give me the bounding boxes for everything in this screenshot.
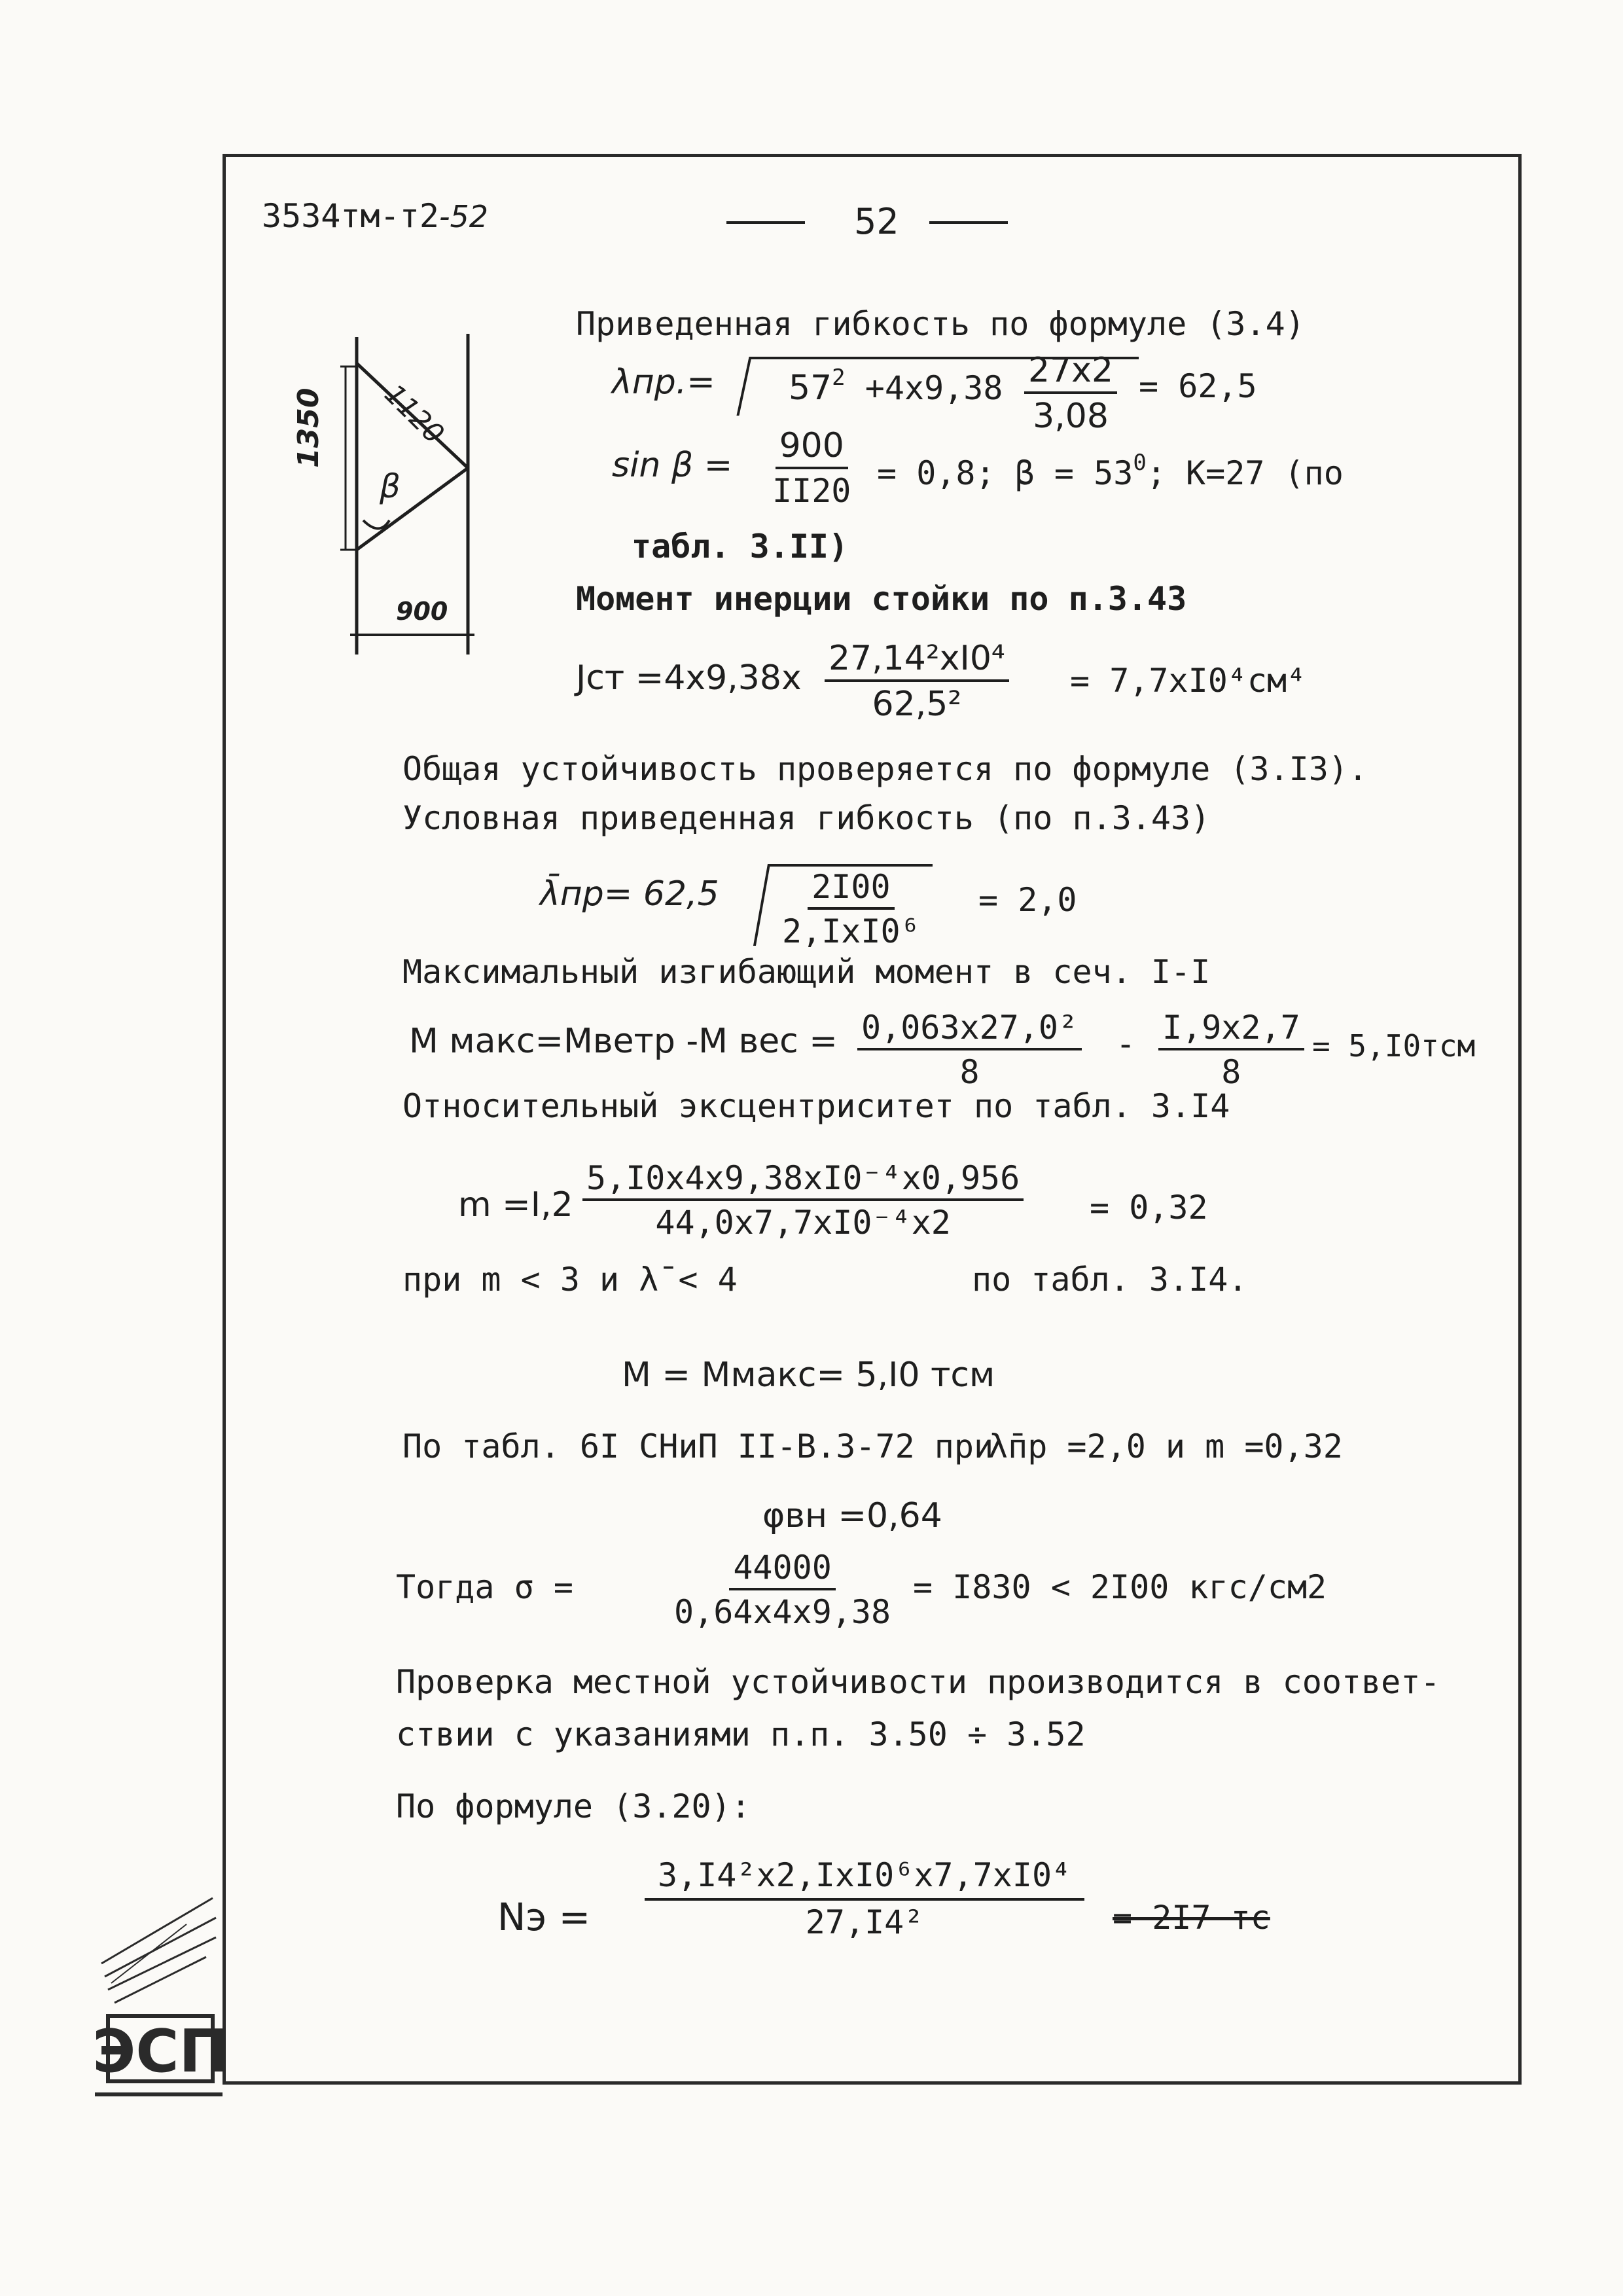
dim-width-label: 900	[396, 597, 448, 626]
minus-sign: -	[1116, 1025, 1136, 1063]
angle-label: β	[380, 467, 401, 505]
page-number: 52	[854, 201, 899, 242]
j-st-label: Jст =4x9,38x	[576, 658, 802, 698]
lambda-bar-result: = 2,0	[978, 881, 1077, 919]
m-wind-fraction: $\frac{\text{0,063x27,0²}}{8}$	[857, 1011, 1082, 1088]
lambda-bar-fraction: 2I00 2,IxI0⁶	[782, 868, 920, 950]
sqrt-bar-2	[769, 864, 933, 867]
m-weight-fraction: $\frac{I,9x2,7}{8}$	[1158, 1011, 1304, 1088]
sin-beta-result: = 0,8; $\beta = 53^0$; K=27 (по	[877, 450, 1344, 492]
text-line-7: Общая устойчивость проверяется по формуле (3.I3).	[402, 750, 1368, 788]
m-rel-result: = 0,32	[1090, 1189, 1208, 1227]
text-line-19: Проверка местной устойчивости производится в соответ-	[396, 1663, 1440, 1701]
lambda-pr-label: λпр.=	[612, 363, 715, 402]
text-line-14a: при m < 3 и λ̄ < 4	[402, 1261, 738, 1299]
n-e-result: = 2I7 тс	[1113, 1899, 1270, 1937]
lambda-pr-result: = 62,5	[1139, 367, 1257, 405]
text-line-20: ствии с указаниями п.п. 3.50 ÷ 3.52	[396, 1715, 1086, 1753]
n-e-fraction: 3,I4²x2,IxI0⁶x7,7xI0⁴ 27,I4²	[645, 1859, 1084, 1939]
m-rel-fraction: $\frac{\text{5,I0x4x9,38xI0⁻⁴x0,956}}{\text{44,0x7,7xI0⁻⁴x2}}$	[582, 1162, 1024, 1239]
text-line-8: Условная приведенная гибкость (по п.3.43)	[402, 799, 1211, 837]
stamp-logo-icon	[92, 1885, 228, 2101]
radicand-a: $57^2 +4x9,38$	[789, 365, 1003, 408]
sigma-label: Тогда σ =	[396, 1568, 573, 1606]
text-line-16b: λ̄пр =2,0 и m =0,32	[988, 1427, 1343, 1465]
document-code: 3534тм-т2-52	[262, 197, 489, 235]
sigma-result: = I830 < 2I00 кгс/см2	[913, 1568, 1327, 1606]
phi-value: φвн =0,64	[762, 1496, 942, 1535]
text-line-21: По формуле (3.20):	[396, 1787, 751, 1825]
m-equation: M = Mмакс= 5,I0 тсм	[622, 1355, 995, 1395]
sigma-fraction: $\frac{44000}{0,64x4x9,38}$	[674, 1549, 891, 1631]
text-line-12: Относительный эксцентриситет по табл. 3.I4	[402, 1087, 1230, 1125]
header-rule-left	[726, 221, 805, 224]
dim-diagonal-label: 1120	[378, 378, 451, 450]
sin-beta-label: sin β =	[612, 446, 733, 485]
radicand-fraction: $\frac{27x2}{3,08}$	[1024, 353, 1117, 433]
text-line-1: Приведенная гибкость по формуле (3.4)	[576, 305, 1305, 343]
text-line-10: Максимальный изгибающий момент в сеч. I-I	[402, 953, 1211, 991]
n-e-label: Nэ =	[497, 1895, 591, 1939]
header-rule-right	[929, 221, 1008, 224]
j-st-result: = 7,7xI0⁴см⁴	[1070, 662, 1307, 700]
text-line-16a: По табл. 6I СНиП II-В.3-72 при	[402, 1427, 994, 1465]
m-rel-label: m =I,2	[458, 1185, 573, 1225]
text-line-5: Момент инерции стойки по п.3.43	[576, 580, 1187, 618]
text-line-14b: по табл. 3.I4.	[972, 1261, 1248, 1299]
lambda-bar-label: λ̄пр= 62,5	[540, 874, 719, 914]
dim-height-label: 1350	[292, 387, 325, 468]
j-st-fraction: $\frac{\text{27,14²xI0⁴}}{\text{62,5²}}$	[825, 641, 1009, 721]
sin-beta-fraction: $\frac{900}{II20}$	[772, 426, 851, 510]
m-max-label: M макс=Mветр -M вес =	[409, 1022, 838, 1061]
text-line-4: табл. 3.II)	[632, 528, 849, 565]
m-max-result: = 5,I0тсм	[1312, 1028, 1476, 1064]
svg-text:ЭСП: ЭСП	[92, 2017, 228, 2086]
